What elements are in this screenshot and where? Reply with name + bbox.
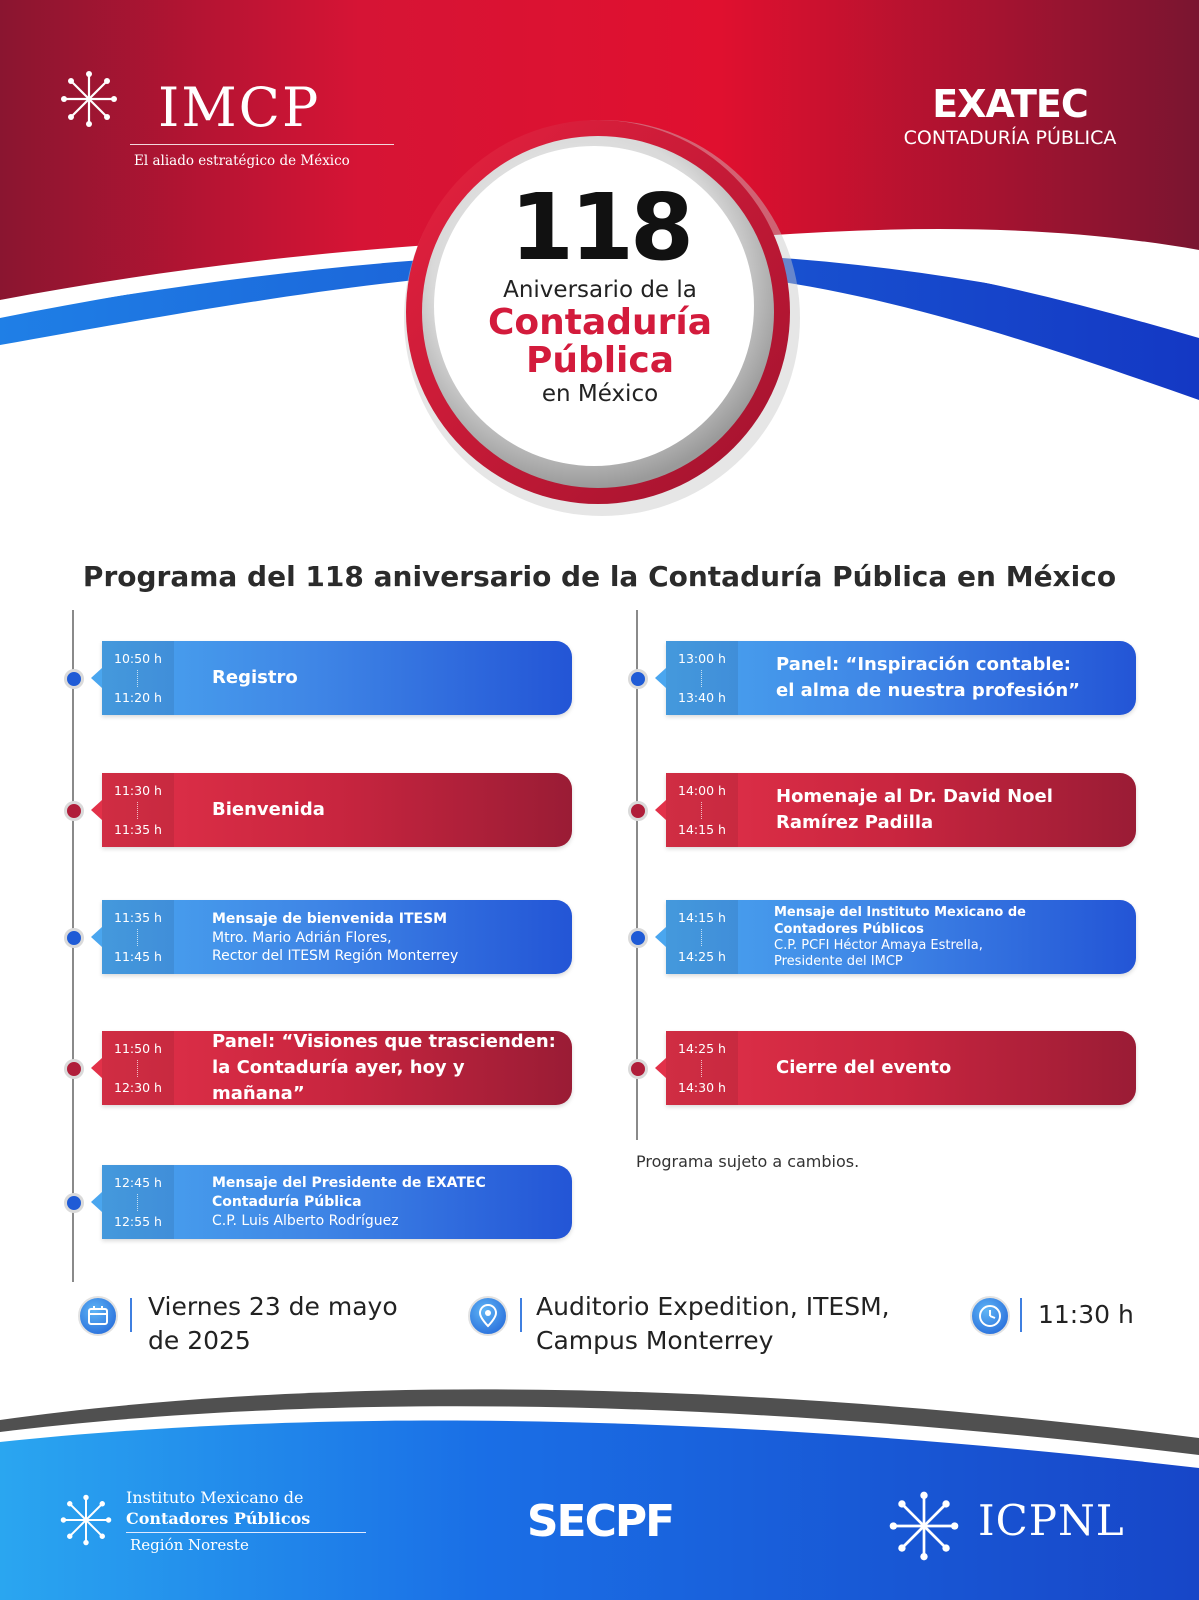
end-time: 13:40 h: [678, 690, 726, 705]
item-title: Mensaje del Instituto Mexicano de: [774, 905, 1026, 920]
clock-glyph: [972, 1298, 1008, 1334]
time-separator: [137, 1194, 138, 1211]
item-detail: Mtro. Mario Adrián Flores,: [212, 929, 392, 946]
item-pointer: [655, 927, 666, 947]
start-time: 13:00 h: [678, 651, 726, 666]
event-time: 11:30 h: [1038, 1300, 1134, 1329]
calendar-glyph: [80, 1298, 116, 1334]
end-time: 14:25 h: [678, 949, 726, 964]
time-separator: [701, 802, 702, 819]
badge-line-2: Contaduría: [487, 302, 713, 343]
icpnl-logo: [880, 1486, 1150, 1566]
item-pointer: [91, 927, 102, 947]
imcp-emblem-icon: [58, 68, 120, 130]
item-pointer: [655, 1058, 666, 1078]
icpnl-wordmark: ICPNL: [978, 1496, 1125, 1545]
item-text: [212, 1165, 556, 1239]
date-line-2: de 2025: [148, 1326, 251, 1355]
item-title: Panel: “Visiones que trascienden:: [212, 1031, 556, 1052]
start-time: 14:25 h: [678, 1041, 726, 1056]
badge-number: 118: [509, 174, 691, 281]
timeline-dot: [64, 801, 84, 821]
schedule-item: [666, 1031, 1136, 1105]
imcp-divider: [130, 144, 394, 145]
item-title: Contaduría Pública: [212, 1194, 362, 1210]
badge-line-4: en México: [541, 381, 659, 407]
end-time: 12:55 h: [114, 1214, 162, 1229]
item-detail: Presidente del IMCP: [774, 954, 903, 969]
item-text: [776, 773, 1120, 847]
badge-line-3: Pública: [525, 340, 675, 381]
inst-region: Región Noreste: [130, 1536, 249, 1554]
icpnl-emblem-icon: [886, 1488, 962, 1564]
item-text: [776, 1031, 1120, 1105]
calendar-icon: [78, 1296, 118, 1336]
item-text: [212, 641, 556, 715]
start-time: 10:50 h: [114, 651, 162, 666]
info-separator: [1020, 1298, 1022, 1332]
location-line-2: Campus Monterrey: [536, 1326, 774, 1355]
imcp-wordmark: IMCP: [158, 76, 321, 139]
timeline-dot: [628, 928, 648, 948]
item-title: la Contaduría ayer, hoy y mañana”: [212, 1057, 465, 1104]
schedule-item: [102, 773, 572, 847]
timeline-dot: [64, 1059, 84, 1079]
item-text: [212, 1031, 556, 1105]
info-separator: [130, 1298, 132, 1332]
location-line-1: Auditorio Expedition, ITESM,: [536, 1292, 890, 1321]
item-detail: C.P. PCFI Héctor Amaya Estrella,: [774, 938, 983, 953]
end-time: 11:20 h: [114, 690, 162, 705]
time-separator: [137, 929, 138, 946]
item-text: [212, 773, 556, 847]
item-detail: Rector del ITESM Región Monterrey: [212, 947, 459, 964]
start-time: 14:00 h: [678, 783, 726, 798]
item-title: Mensaje del Presidente de EXATEC: [212, 1175, 486, 1191]
badge-line-1: Aniversario de la: [503, 277, 697, 303]
imcp-emblem-icon: [58, 1492, 114, 1548]
date-line-1: Viernes 23 de mayo: [148, 1292, 398, 1321]
end-time: 11:35 h: [114, 822, 162, 837]
item-pointer: [91, 1058, 102, 1078]
item-pointer: [655, 668, 666, 688]
timeline-dot: [628, 801, 648, 821]
end-time: 14:30 h: [678, 1080, 726, 1095]
schedule-item: [102, 900, 572, 974]
schedule-item: [102, 1165, 572, 1239]
item-text: [776, 641, 1120, 715]
start-time: 14:15 h: [678, 910, 726, 925]
inst-name-line-2: Contadores Públicos: [126, 1509, 311, 1528]
end-time: 11:45 h: [114, 949, 162, 964]
item-title: Cierre del evento: [776, 1057, 952, 1078]
item-pointer: [91, 1192, 102, 1212]
item-title: Mensaje de bienvenida ITESM: [212, 910, 448, 927]
item-title: Registro: [212, 667, 298, 688]
time-separator: [701, 670, 702, 687]
schedule-item: [666, 773, 1136, 847]
item-pointer: [91, 800, 102, 820]
schedule-item: [102, 641, 572, 715]
start-time: 11:35 h: [114, 910, 162, 925]
clock-icon: [970, 1296, 1010, 1336]
exatec-logo: [870, 82, 1150, 162]
end-time: 12:30 h: [114, 1080, 162, 1095]
secpf-logo: SECPF: [526, 1496, 674, 1547]
item-title: Bienvenida: [212, 799, 325, 820]
item-text: [774, 900, 1120, 974]
exatec-subtitle: CONTADURÍA PÚBLICA: [903, 127, 1117, 149]
event-date: [148, 1290, 398, 1358]
time-separator: [137, 670, 138, 687]
imcp-logo: [58, 68, 348, 178]
start-time: 11:50 h: [114, 1041, 162, 1056]
timeline-dot: [64, 669, 84, 689]
exatec-wordmark: EXATEC: [932, 82, 1088, 126]
item-title: el alma de nuestra profesión”: [776, 680, 1080, 701]
inst-divider: [126, 1532, 366, 1533]
imcp-tagline: El aliado estratégico de México: [134, 153, 350, 169]
schedule-item: [102, 1031, 572, 1105]
time-separator: [701, 929, 702, 946]
inst-name-line-1: Instituto Mexicano de: [126, 1488, 304, 1507]
info-separator: [520, 1298, 522, 1332]
timeline-dot: [64, 928, 84, 948]
time-separator: [137, 1060, 138, 1077]
timeline-dot: [628, 669, 648, 689]
item-title: Contadores Públicos: [774, 922, 924, 937]
timeline-dot: [64, 1193, 84, 1213]
item-pointer: [91, 668, 102, 688]
program-note: Programa sujeto a cambios.: [636, 1152, 860, 1171]
anniversary-badge: [410, 174, 790, 408]
program-title: Programa del 118 aniversario de la Contaduría Pública en México: [82, 560, 1117, 593]
item-text: [212, 900, 556, 974]
imcp-region-logo: [58, 1488, 328, 1558]
item-title: Homenaje al Dr. David Noel: [776, 786, 1053, 807]
start-time: 12:45 h: [114, 1175, 162, 1190]
location-glyph: [470, 1298, 506, 1334]
timeline-dot: [628, 1059, 648, 1079]
item-pointer: [655, 800, 666, 820]
item-detail: C.P. Luis Alberto Rodríguez: [212, 1213, 399, 1229]
time-separator: [137, 802, 138, 819]
item-title: Ramírez Padilla: [776, 812, 934, 833]
item-title: Panel: “Inspiración contable:: [776, 654, 1071, 675]
schedule-item: [666, 641, 1136, 715]
event-location: [536, 1290, 890, 1358]
time-separator: [701, 1060, 702, 1077]
end-time: 14:15 h: [678, 822, 726, 837]
start-time: 11:30 h: [114, 783, 162, 798]
location-pin-icon: [468, 1296, 508, 1336]
schedule-item: [666, 900, 1136, 974]
